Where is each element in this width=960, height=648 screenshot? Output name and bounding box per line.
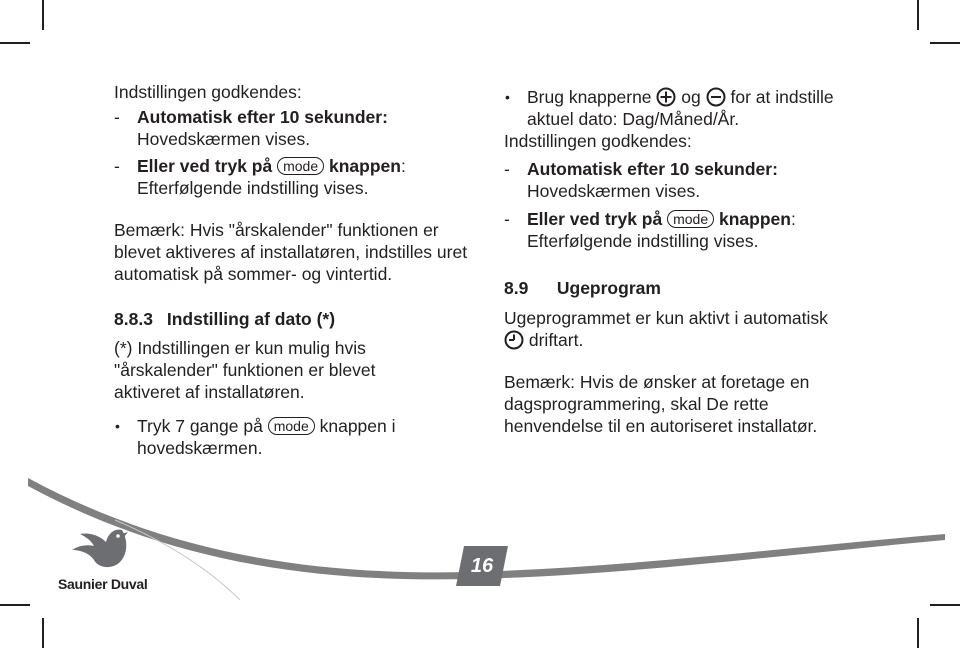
programming-note: Bemærk: Hvis de ønsker at foretage en dagsprogrammering, skal De rette henvendelse til en autoriseret installatør.: [504, 372, 818, 436]
mode-button-icon: mode: [667, 210, 714, 228]
section-note: (*) Indstillingen er kun mulig hvis "årskalender" funktionen er blevet aktiveret af installatøren.: [114, 338, 376, 402]
bullet-plus-minus: • Brug knapperne og for at indstille aktuel dato: Dag/Måned/År.: [505, 87, 834, 129]
calendar-note: Bemærk: Hvis "årskalender" funktionen er blevet aktiveres af installatøren, indstilles uret automatisk på sommer- og vintertid.: [114, 220, 468, 284]
bird-logo-icon: [70, 524, 130, 572]
mode-button-icon: mode: [277, 157, 324, 175]
list-item-mode: - Eller ved tryk på mode knappen: Efterfølgende indstilling vises.: [114, 156, 406, 198]
auto-confirm-text: Hovedskærmen vises.: [137, 129, 311, 149]
mode-button-icon: mode: [268, 417, 315, 435]
list-item-mode: - Eller ved tryk på mode knappen: Efterfølgende indstilling vises.: [504, 209, 796, 251]
program-text: Ugeprogrammet er kun aktivt i automatisk driftart.: [504, 308, 828, 350]
list-item-auto: - Automatisk efter 10 sekunder: Hovedskærmen vises.: [114, 107, 388, 149]
bullet-press-mode: • Tryk 7 gange på mode knappen i hovedskærmen.: [115, 416, 396, 458]
list-item-auto: - Automatisk efter 10 sekunder: Hovedskærmen vises.: [504, 159, 778, 201]
page-number-badge: [456, 546, 508, 586]
brand-logo: [56, 524, 166, 594]
brand-name: Saunier Duval: [58, 576, 148, 592]
section-heading-8-9: 8.9 Ugeprogram: [504, 278, 661, 298]
auto-confirm-label: Automatisk efter 10 sekunder:: [137, 107, 388, 127]
approval-title: Indstillingen godkendes:: [114, 82, 302, 102]
approval-title: Indstillingen godkendes:: [504, 131, 692, 151]
section-heading-8-8-3: 8.8.3 Indstilling af dato (*): [114, 309, 336, 329]
page-number: 16: [470, 555, 494, 577]
